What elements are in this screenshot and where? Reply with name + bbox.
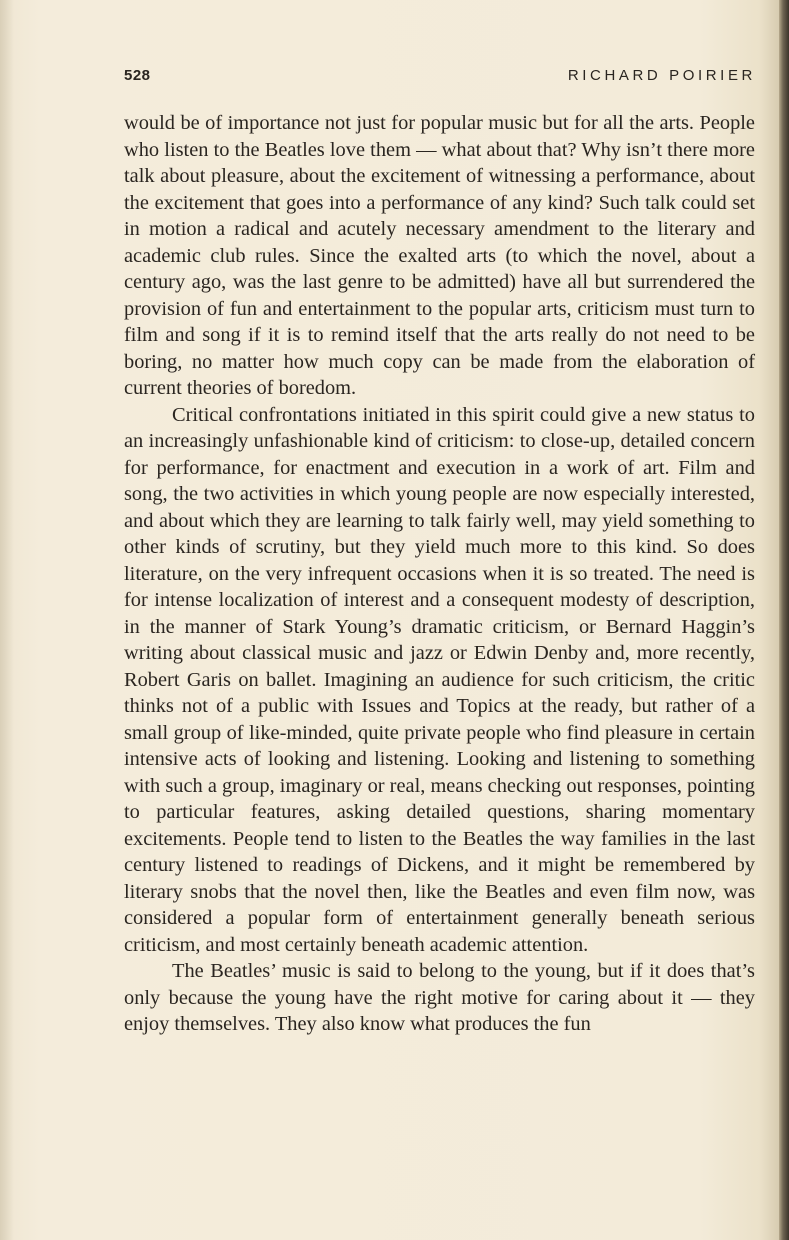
page-number: 528 bbox=[124, 67, 151, 84]
paragraph-3: The Beatles’ music is said to belong to the young, but if it does that’s only because the young have the right motive for caring about it — they enjoy themselves. They also know what produces the fun bbox=[124, 960, 755, 1035]
paragraph-2: Critical confrontations initiated in this spirit could give a new status to an increasingly unfashionable kind of criticism: to close-up, detailed concern for performance, for enactment and execution in a work of art. Film and song, the two activities in which young people are now especially interested, and about which they are learning to talk fairly well, may yield something to other kinds of scrutiny, but they yield much more to this kind. So does literature, on the very infrequent occasions when it is so treated. The need is for intense localization of interest and a consequent modesty of description, in the manner of Stark Young’s dramatic criticism, or Bernard Haggin’s writing about classical music and jazz or Edwin Denby and, more recently, Robert Garis on ballet. Imagining an audience for such criticism, the critic thinks not of a public with Issues and Topics at the ready, but rather of a small group of like-minded, quite private people who find pleasure in certain intensive acts of looking and listening. Looking and listening to something with such a group, imaginary or real, means checking out responses, pointing to particular features, asking detailed questions, sharing momentary excitements. People tend to listen to the Beatles the way families in the last century listened to readings of Dickens, and it might be remembered by literary snobs that the novel then, like the Beatles and even film now, was considered a popular form of entertainment generally beneath serious criticism, and most certainly beneath academic attention. bbox=[124, 403, 755, 956]
page-edge bbox=[779, 0, 789, 1240]
running-head: RICHARD POIRIER bbox=[567, 67, 756, 84]
paragraph-1: would be of importance not just for popular music but for all the arts. People who listen to the Beatles love them — what about that? Why isn’t there more talk about pleasure, about the excitement of witnessing a performance, about the excitement that goes into a performance of any kind? Such talk could set in motion a radical and acutely necessary amendment to the literary and academic club rules. Since the exalted arts (to which the novel, about a century ago, was the last genre to be admitted) have all but surrendered the provision of fun and entertainment to the popular arts, criticism must turn to film and song if it is to remind itself that the arts really do not need to be boring, no matter how much copy can be made from the elaboration of current theories of boredom. bbox=[124, 112, 755, 399]
body-text bbox=[124, 110, 755, 1038]
page-header bbox=[124, 67, 756, 91]
gutter-shadow bbox=[0, 0, 14, 1240]
